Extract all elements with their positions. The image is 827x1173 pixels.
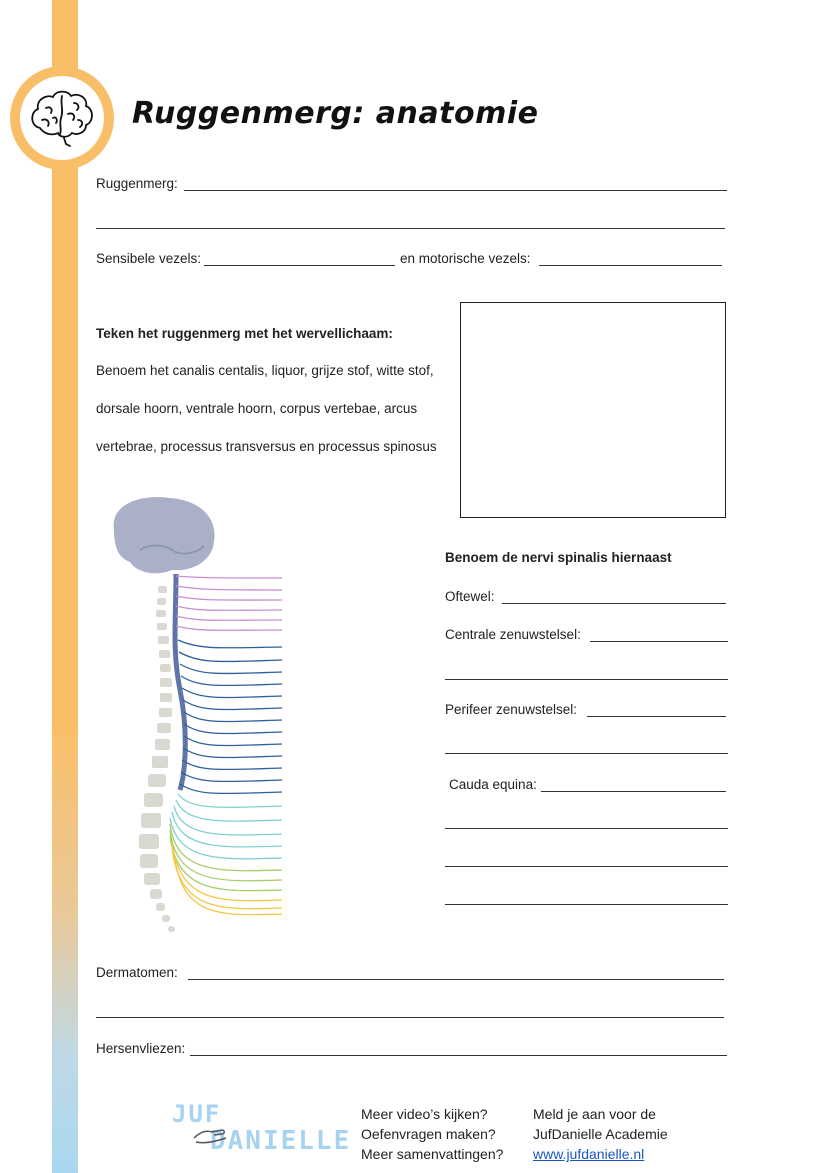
draw-task-line: vertebrae, processus transversus en processus spinosus xyxy=(96,439,437,454)
perifeer-answer-line[interactable] xyxy=(587,716,726,717)
brain-logo xyxy=(10,66,114,170)
page-title: Ruggenmerg: anatomie xyxy=(132,96,539,131)
draw-task-heading: Teken het ruggenmerg met het wervellichaam: xyxy=(96,326,393,341)
motorische-answer-line[interactable] xyxy=(539,265,722,266)
perifeer-label: Perifeer zenuwstelsel: xyxy=(445,702,578,717)
centraal-label: Centrale zenuwstelsel: xyxy=(445,627,581,642)
footer-promo-line: Meer video’s kijken? xyxy=(361,1106,488,1122)
footer-promo-line: Meer samenvattingen? xyxy=(361,1146,504,1162)
draw-task-line: dorsale hoorn, ventrale hoorn, corpus vertebae, arcus xyxy=(96,401,418,416)
centraal-answer-line[interactable] xyxy=(590,641,728,642)
brain-icon xyxy=(20,76,104,160)
centraal-answer-line-2[interactable] xyxy=(445,679,728,680)
hersenvliezen-answer-line[interactable] xyxy=(190,1055,727,1056)
spinal-cord-illustration xyxy=(100,490,290,950)
nerves-heading: Benoem de nervi spinalis hiernaast xyxy=(445,550,672,565)
website-link[interactable]: www.jufdanielle.nl xyxy=(533,1146,645,1162)
hand-icon xyxy=(192,1122,232,1146)
side-accent-bar xyxy=(52,0,78,1173)
cauda-answer-line-2[interactable] xyxy=(445,828,728,829)
ruggenmerg-answer-line[interactable] xyxy=(184,190,727,191)
footer-promo-line: Oefenvragen maken? xyxy=(361,1126,496,1142)
cauda-label: Cauda equina: xyxy=(449,777,537,792)
dermatomen-answer-line[interactable] xyxy=(188,979,724,980)
ruggenmerg-answer-line-2[interactable] xyxy=(96,228,725,229)
perifeer-answer-line-2[interactable] xyxy=(445,753,728,754)
sensibele-answer-line[interactable] xyxy=(204,265,395,266)
drawing-box[interactable] xyxy=(460,302,726,518)
dermatomen-label: Dermatomen: xyxy=(96,965,178,980)
draw-task-line: Benoem het canalis centalis, liquor, grijze stof, witte stof, xyxy=(96,363,434,378)
oftewel-answer-line[interactable] xyxy=(502,603,726,604)
cauda-answer-line-3[interactable] xyxy=(445,866,728,867)
footer-academy-line: JufDanielle Academie xyxy=(533,1126,668,1142)
cauda-answer-line-4[interactable] xyxy=(445,904,728,905)
sensibele-label: Sensibele vezels: xyxy=(96,251,202,266)
hersenvliezen-label: Hersenvliezen: xyxy=(96,1041,186,1056)
ruggenmerg-label: Ruggenmerg: xyxy=(96,176,178,191)
oftewel-label: Oftewel: xyxy=(445,589,495,604)
footer-academy-line: Meld je aan voor de xyxy=(533,1106,656,1122)
cauda-answer-line[interactable] xyxy=(541,791,726,792)
jufdanielle-logo: JUF DANIELLE xyxy=(172,1100,352,1156)
motorische-label: en motorische vezels: xyxy=(400,251,531,266)
dermatomen-answer-line-2[interactable] xyxy=(96,1017,724,1018)
